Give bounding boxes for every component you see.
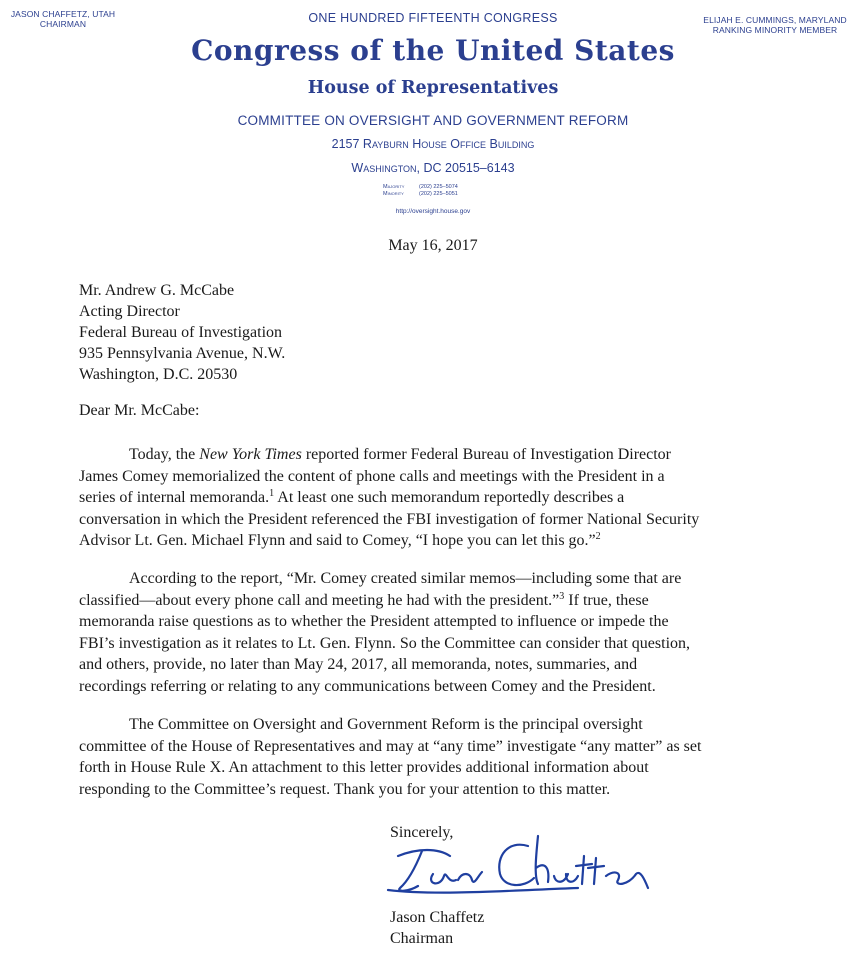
paragraph-line (79, 444, 779, 466)
paragraph-line (79, 487, 779, 509)
signer-name: Jason Chaffetz (390, 909, 485, 926)
committee-url: http://oversight.house.gov (395, 208, 471, 215)
closing: Sincerely, (390, 824, 454, 841)
paragraph-line: According to the report, “Mr. Comey created similar memos—including some that are (129, 570, 682, 587)
footnote-ref: 2 (595, 531, 601, 542)
recipient-title: Acting Director (79, 303, 180, 320)
chairman-title: CHAIRMAN (39, 19, 87, 29)
letter-date: May 16, 2017 (388, 237, 478, 254)
congress-title: Congress of the United States (191, 34, 675, 67)
paragraph-line: and others, provide, no later than May 24, 2017, all memoranda, notes, summaries, and (79, 656, 638, 673)
paragraph-line: conversation in which the President referenced the FBI investigation of former National Security (79, 510, 700, 528)
minority-phone-row (383, 191, 458, 198)
ranking-member-name: ELIJAH E. CUMMINGS, MARYLAND (703, 15, 847, 25)
majority-label: Majority (383, 184, 405, 190)
office-address-line1: 2157 Rayburn House Office Building (331, 137, 535, 151)
paragraph-line (79, 530, 779, 552)
chairman-name: JASON CHAFFETZ, UTAH (10, 9, 116, 19)
text-run: classified—about every phone call and meeting he had with the president.” (79, 591, 560, 609)
office-address-line2: Washington, DC 20515–6143 (351, 161, 515, 175)
body-paragraph-2 (79, 568, 779, 697)
recipient-agency: Federal Bureau of Investigation (79, 324, 283, 341)
text-run: Advisor Lt. Gen. Michael Flynn and said to Comey, “I hope you can let this go.” (79, 532, 596, 549)
majority-phone-row (383, 184, 458, 191)
majority-phone: (202) 225–5074 (419, 184, 458, 190)
footnote-ref: 3 (559, 590, 565, 602)
paragraph-line: memoranda raise questions as to whether the President attempted to influence or impede the (79, 613, 669, 630)
body-paragraph-1 (79, 444, 779, 552)
ranking-member-title: RANKING MINORITY MEMBER (712, 25, 838, 35)
paragraph-line: recordings referring or relating to any communications between Comey and the President. (79, 677, 656, 695)
signer-block (390, 907, 484, 949)
paragraph-line: forth in House Rule X. An attachment to this letter provides additional information about (79, 759, 649, 776)
committee-name: COMMITTEE ON OVERSIGHT AND GOVERNMENT REFORM (237, 113, 629, 128)
body-paragraph-3 (79, 714, 779, 800)
recipient-street: 935 Pennsylvania Avenue, N.W. (79, 345, 286, 362)
recipient-city: Washington, D.C. 20530 (79, 366, 238, 383)
text-run: series of internal memoranda. (79, 489, 270, 506)
salutation: Dear Mr. McCabe: (79, 402, 200, 419)
recipient-address (79, 280, 285, 385)
paragraph-line: responding to the Committee’s request. Thank you for your attention to this matter. (79, 780, 611, 798)
paragraph-line: The Committee on Oversight and Government Reform is the principal oversight (129, 716, 643, 733)
paragraph-line (79, 590, 779, 612)
minority-label: Minority (383, 191, 404, 197)
paragraph-line: committee of the House of Representatives and may at “any time” investigate “any matter” as set (79, 737, 702, 755)
signature-image (378, 826, 658, 906)
text-run: At least one such memorandum reportedly describes a (274, 489, 625, 506)
paragraph-line: James Comey memorialized the content of phone calls and meetings with the President in a (79, 467, 665, 485)
signer-title: Chairman (390, 930, 454, 947)
recipient-name: Mr. Andrew G. McCabe (79, 282, 235, 299)
house-title: House of Representatives (307, 78, 559, 98)
paragraph-line: FBI’s investigation as it relates to Lt. Gen. Flynn. So the Committee can consider that question, (79, 634, 691, 652)
congress-number: ONE HUNDRED FIFTEENTH CONGRESS (308, 11, 558, 25)
text-run: Today, the (129, 446, 200, 463)
newspaper-title: New York Times (199, 446, 302, 463)
phone-numbers (383, 184, 458, 198)
text-run: reported former Federal Bureau of Investigation Director (301, 446, 671, 463)
footnote-ref: 1 (269, 488, 275, 499)
minority-phone: (202) 225–5051 (419, 191, 458, 197)
text-run: If true, these (564, 591, 649, 609)
